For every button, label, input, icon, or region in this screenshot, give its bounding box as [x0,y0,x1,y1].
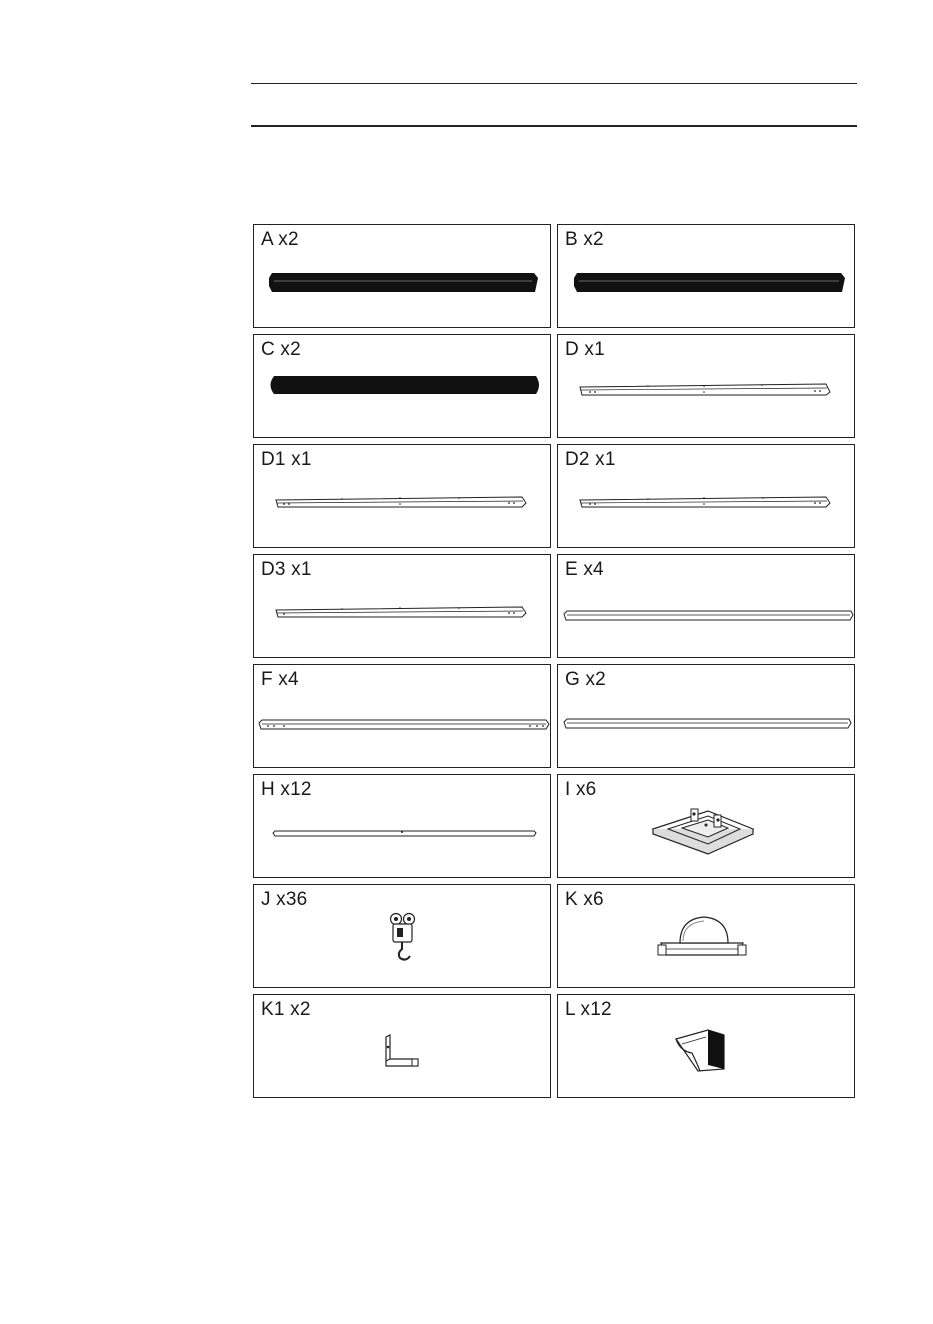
part-d-cell [557,334,855,438]
drilled-rail-icon [254,445,550,547]
header-rule-bottom [251,125,857,127]
runner-hook-icon [254,885,550,987]
drilled-rail-icon [558,445,854,547]
part-d2-cell [557,444,855,548]
part-a-cell [253,224,551,328]
parts-list [253,224,857,1098]
black-profile-rail-icon [558,225,854,327]
part-f-label: F x4 [261,669,299,690]
part-k-cell [557,884,855,988]
long-drilled-rail-icon [254,665,550,767]
part-a-label: A x2 [261,229,299,250]
part-d1-cell [253,444,551,548]
part-l-label: L x12 [565,999,612,1020]
part-g-label: G x2 [565,669,606,690]
part-h-cell [253,774,551,878]
long-rail-icon [558,555,854,657]
part-d3-cell [253,554,551,658]
part-e-cell [557,554,855,658]
part-j-cell [253,884,551,988]
part-b-cell [557,224,855,328]
black-profile-rail-icon [254,225,550,327]
part-c-label: C x2 [261,339,301,360]
long-rail-icon [558,665,854,767]
bracket-icon [254,995,550,1097]
part-d3-label: D3 x1 [261,559,312,580]
part-h-label: H x12 [261,779,312,800]
part-i-cell [557,774,855,878]
base-plate-icon [558,775,854,877]
part-d2-label: D2 x1 [565,449,616,470]
corner-bracket-icon [558,995,854,1097]
drilled-rail-icon [254,555,550,657]
part-d1-label: D1 x1 [261,449,312,470]
part-i-label: I x6 [565,779,597,800]
part-b-label: B x2 [565,229,604,250]
part-k-label: K x6 [565,889,604,910]
part-k1-label: K1 x2 [261,999,311,1020]
part-j-label: J x36 [261,889,308,910]
part-f-cell [253,664,551,768]
part-d-label: D x1 [565,339,605,360]
part-k1-cell [253,994,551,1098]
dome-cap-icon [558,885,854,987]
part-e-label: E x4 [565,559,604,580]
drilled-rail-icon [558,335,854,437]
part-g-cell [557,664,855,768]
header-rule-top [251,83,857,84]
part-l-cell [557,994,855,1098]
black-rounded-bar-icon [254,335,550,437]
thin-rod-icon [254,775,550,877]
part-c-cell [253,334,551,438]
